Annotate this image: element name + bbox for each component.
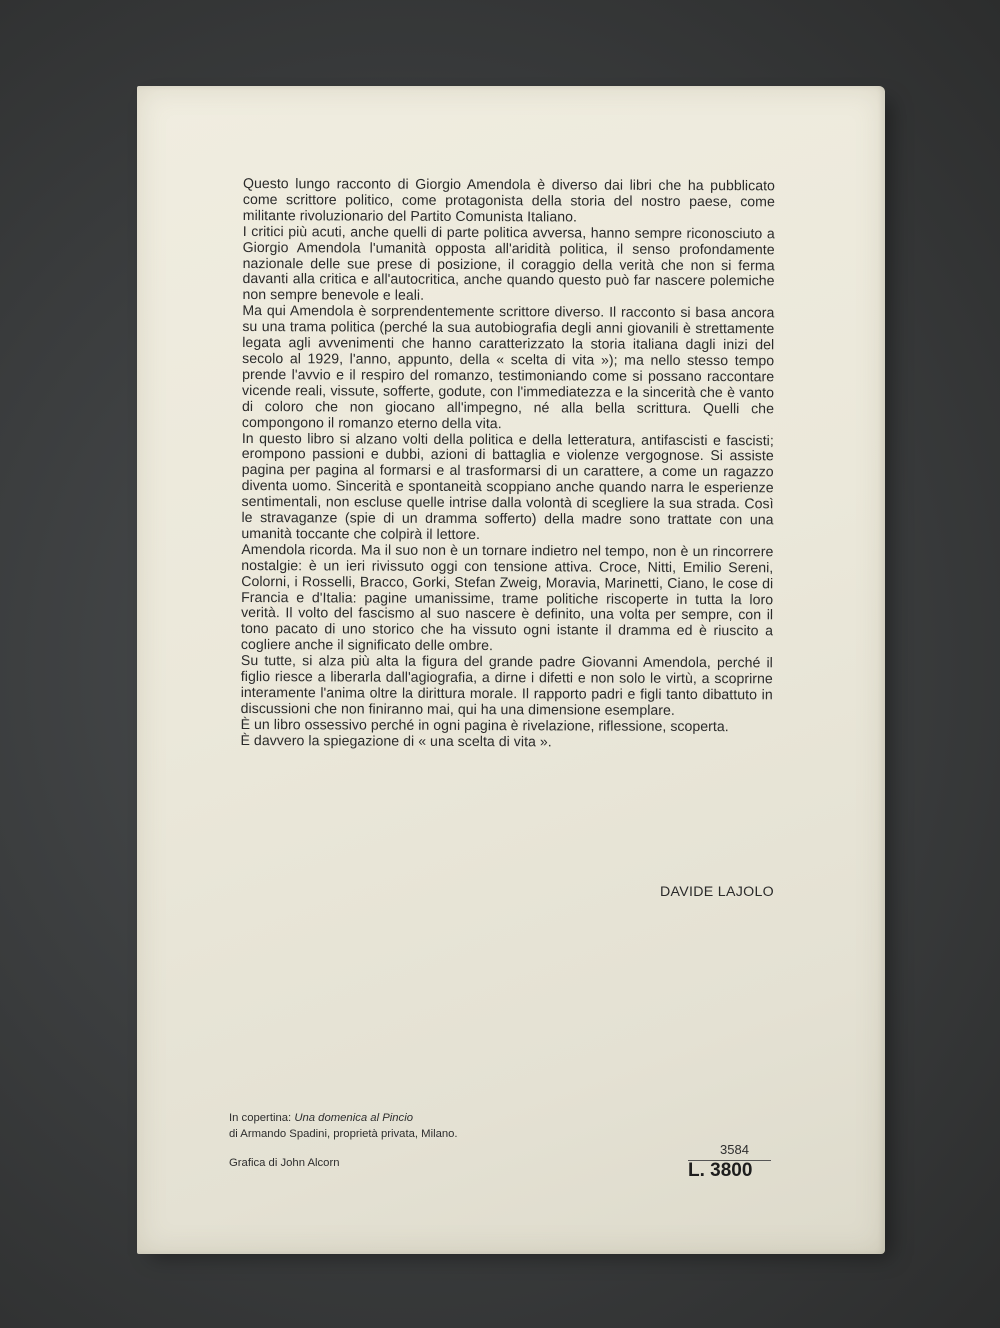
blurb-paragraph-2: I critici più acuti, anche quelli di parte politica avversa, hanno sempre riconosciuto a Giorgio Amendola l'umanità opposta all'aridità politica, il senso profondamente nazionale delle sue prese di posizione, il coraggio della verità che non si ferma davanti alla critica e all'autocritica, anche quando questo può far nascere polemiche non sempre benevole e leali. (242, 222, 775, 304)
blurb-paragraph-4: In questo libro si alzano volti della politica e della letteratura, antifascisti e fascisti; erompono passioni e dubbi, azioni di battaglia e violenze vergognose. Si assiste pagina per pagina al formarsi e al trasformarsi di un carattere, a come un ragazzo diventa uomo. Sincerità e spontaneità scoppiano anche quando narra le esperienze sentimentali, non escluse quelle intrise dalla volontà di scegliere la sua strada. Così le stravaganze (spie di un dramma sofferto) della madre sono trattate con una umanità toccante che colpirà il lettore. (241, 429, 774, 542)
cover-credit-line-2: di Armando Spadini, proprietà privata, Milano. (229, 1128, 458, 1140)
blurb-paragraph-5: Amendola ricorda. Ma il suo non è un tornare indietro nel tempo, non è un rincorrere nostalgie: è un ieri rivissuto oggi con tensione attiva. Croce, Nitti, Emilio Sereni, Colorni, i Rosselli, Bracco, Gorki, Stefan Zweig, Moravia, Marinetti, Ciano, le cose di Francia e d'Italia: pagine umanissime, trame politiche riscoperte in tutta la loro verità. Il volto del fascismo al suo nascere è definito, una volta per sempre, con il tono pacato di uno storico che ha vissuto ogni istante il dramma ed è riuscito a cogliere anche il significato delle ombre. (240, 540, 774, 654)
blurb-text (241, 176, 775, 751)
blurb-paragraph-3: Ma qui Amendola è sorprendentemente scrittore diverso. Il racconto si basa ancora su una trama politica (perché la sua autobiografia degli anni giovanili è strettamente legata agli avvenimenti che hanno caratterizzato la storia italiana dagli inizi del secolo al 1929, l'anno, appunto, della « scelta di vita »); ma nello stesso tempo prende l'avvio e il respiro del romanzo, testimoniando come si possano raccontare vicende reali, vissute, sofferte, godute, con l'immediatezza e la sincerità che è vanto di coloro che non giocano all'impegno, né alla bella scrittura. Quelli che compongono il romanzo eterno della vita. (241, 302, 775, 431)
cover-credits (229, 1110, 458, 1142)
cover-credit-line-1 (229, 1110, 458, 1126)
blurb-paragraph-8: È davvero la spiegazione di « una scelta di vita ». (240, 731, 552, 750)
blurb-author: DAVIDE LAJOLO (659, 884, 774, 900)
catalog-number: 3584 (720, 1142, 749, 1157)
blurb-paragraph-1: Questo lungo racconto di Giorgio Amendola è diverso dai libri che ha pubblicato come scrittore politico, come protagonista della storia del nostro paese, come militante rivoluzionario del Partito Comunista Italiano. (242, 175, 775, 225)
graphics-credit: Grafica di John Alcorn (229, 1157, 340, 1169)
cover-painting-title: Una domenica al Pincio (294, 1112, 413, 1124)
blurb-paragraph-7: È un libro ossessivo perché in ogni pagina è rivelazione, riflessione, scoperta. (240, 715, 729, 734)
price-label: L. 3800 (688, 1160, 753, 1181)
cover-credit-prefix: In copertina: (229, 1112, 295, 1124)
blurb-paragraph-6: Su tutte, si alza più alta la figura del grande padre Giovanni Amendola, perché il figlio riesce a liberarla dall'agiografia, a dirne i difetti e non solo le virtù, a scoprirne interamente l'anima oltre la dirittura morale. Il rapporto padri e figli tanto dibattuto in discussioni che non finiranno mai, qui ha una dimensione esemplare. (240, 652, 773, 718)
